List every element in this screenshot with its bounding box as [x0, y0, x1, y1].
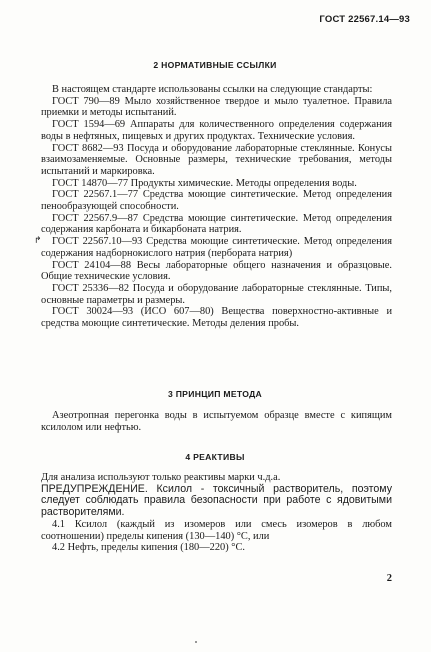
section-4-title: 4 РЕАКТИВЫ — [185, 452, 245, 462]
reference-item: ГОСТ 8682—93 Посуда и оборудование лабораторные стеклянные. Конусы взаимозаменяемые. Основные размеры, технические требования, методы испытаний и маркировка. — [41, 142, 392, 177]
reference-item: ГОСТ 22567.1—77 Средства моющие синтетические. Метод определения пенообразующей способности. — [41, 189, 392, 213]
reference-item: ГОСТ 22567.10—93 Средства моющие синтетические. Метод определения содержания надборнокислого натрия (пербората натрия) — [41, 236, 392, 259]
reference-item: ГОСТ 24104—88 Весы лабораторные общего назначения и образцовые. Общие технические условия. — [41, 259, 392, 283]
reagent-item-xylene: 4.1 Ксилол (каждый из изомеров или смесь изомеров в любом соотношении) пределы кипения (130—140) °С, или — [41, 518, 392, 542]
section-4-body — [41, 472, 392, 554]
reference-item: ГОСТ 30024—93 (ИСО 607—80) Вещества поверхностно-активные и средства моющие синтетические. Методы деления пробы. — [41, 306, 392, 330]
section-4-intro: Для анализа используют только реактивы марки ч.д.а. — [41, 472, 281, 483]
page-number: 2 — [386, 573, 392, 584]
section-2-body — [41, 84, 392, 330]
reference-item: ГОСТ 25336—82 Посуда и оборудование лабораторные стеклянные. Типы, основные параметры и размеры. — [41, 282, 392, 306]
scan-speck — [195, 641, 197, 643]
reference-item: ГОСТ 1594—69 Аппараты для количественного определения содержания воды в нефтяных, пищевых и других продуктах. Технические условия. — [41, 119, 392, 142]
section-3-title: 3 ПРИНЦИП МЕТОДА — [167, 389, 263, 399]
reagent-item-oil: 4.2 Нефть, пределы кипения (180—220) °С. — [52, 542, 245, 554]
reference-item: ГОСТ 14870—77 Продукты химические. Методы определения воды. — [52, 177, 357, 189]
section-3-body — [41, 410, 392, 433]
section-3-text: Азеотропная перегонка воды в испытуемом образце вместе с кипящим ксилолом или нефтью. — [41, 410, 392, 433]
reference-item: ГОСТ 22567.9—87 Средства моющие синтетические. Метод определения содержания карбоната и бикарбоната натрия. — [41, 212, 392, 236]
margin-mark-icon: ↱ — [34, 236, 42, 246]
section-2-intro: В настоящем стандарте использованы ссылки на следующие стандарты: — [52, 84, 373, 95]
section-2-title: 2 НОРМАТИВНЫЕ ССЫЛКИ — [153, 60, 277, 70]
document-code: ГОСТ 22567.14—93 — [319, 14, 410, 25]
warning-text: ПРЕДУПРЕЖДЕНИЕ. Ксилол - токсичный растворитель, поэтому следует соблюдать правила безопасности при работе с ядовитыми растворителями. — [41, 482, 392, 519]
reference-item: ГОСТ 790—89 Мыло хозяйственное твердое и мыло туалетное. Правила приемки и методы испытаний. — [41, 95, 392, 119]
